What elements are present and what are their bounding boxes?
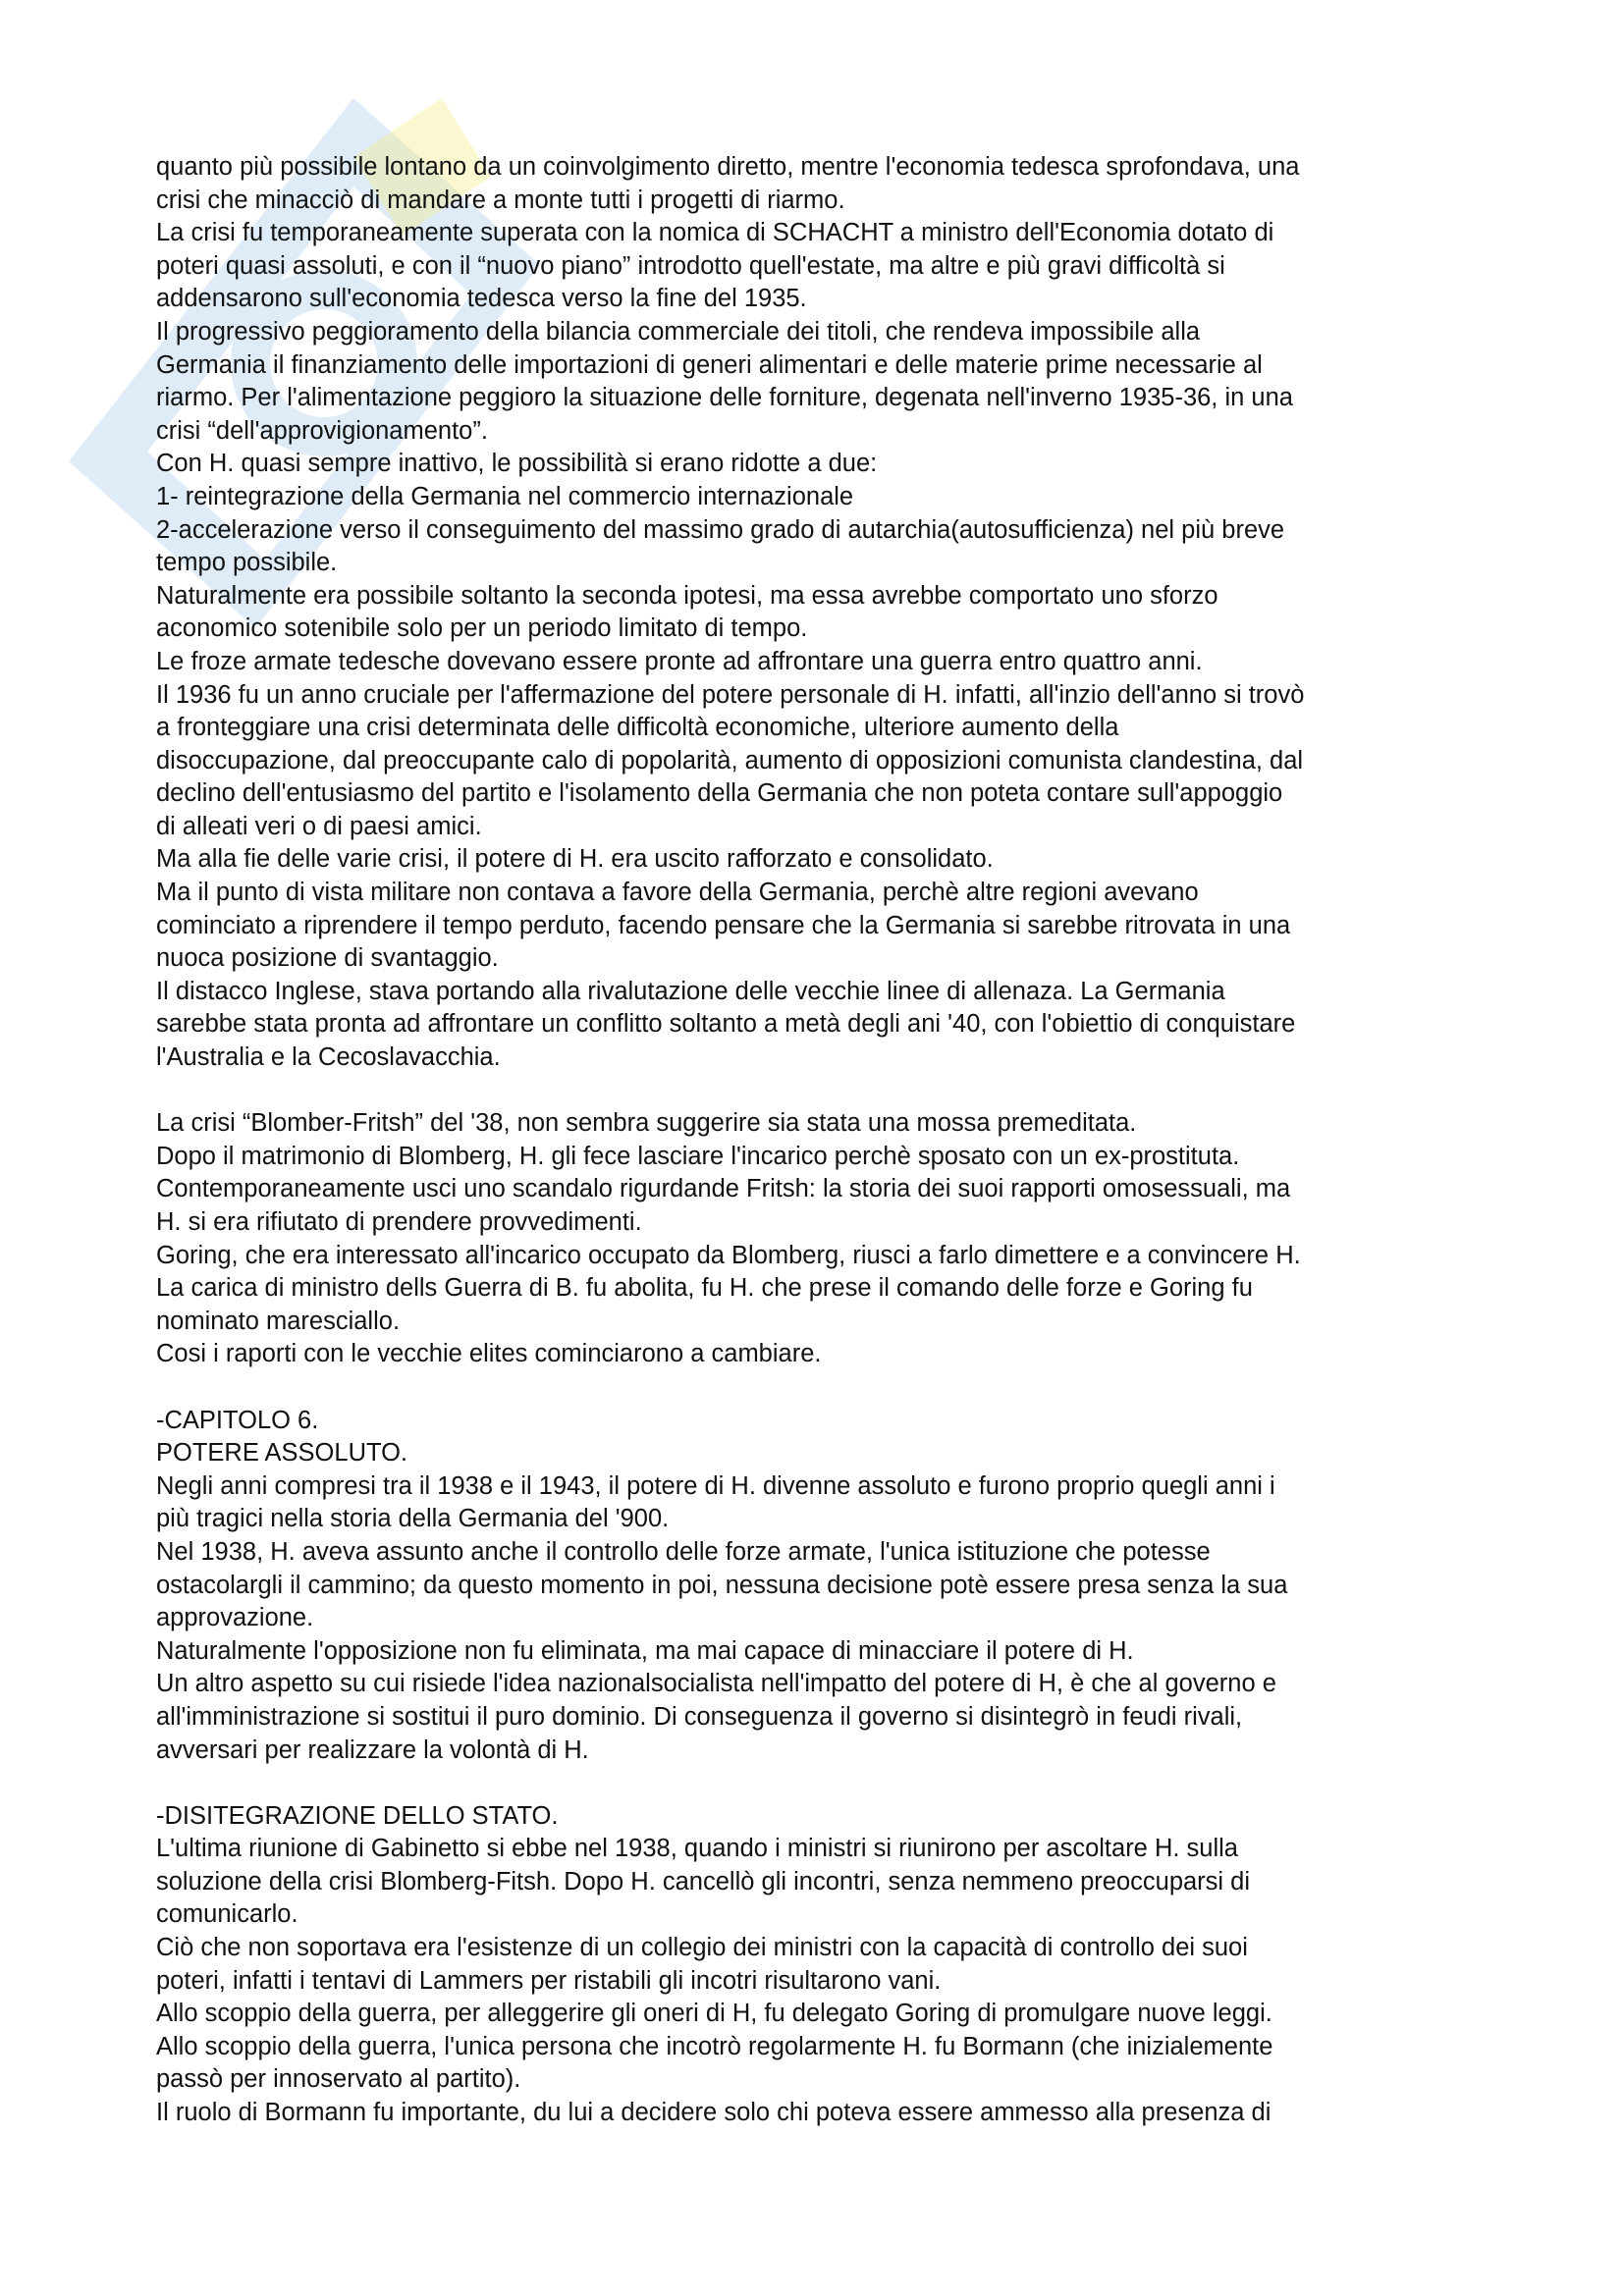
text-line: Cosi i raporti con le vecchie elites cominciarono a cambiare. (156, 1340, 822, 1368)
text-line: Il ruolo di Bormann fu importante, du lui a decidere solo chi poteva essere ammesso alla presenza di (156, 2099, 1271, 2127)
document-page (156, 151, 1491, 2130)
text-line: Il distacco Inglese, stava portando alla rivalutazione delle vecchie linee di allenaza. La Germania (156, 977, 1225, 1005)
text-line: Germania il finanziamento delle importazioni di generi alimentari e delle materie prime necessarie al (156, 350, 1263, 379)
text-line: sarebbe stata pronta ad affrontare un conflitto soltanto a metà degli ani '40, con l'obiettio di conquistare (156, 1010, 1296, 1039)
text-line: Un altro aspetto su cui risiede l'idea nazionalsocialista nell'impatto del potere di H, è che al governo e (156, 1670, 1276, 1698)
text-line: aconomico sotenibile solo per un periodo limitato di tempo. (156, 614, 808, 643)
text-line: poteri quasi assoluti, e con il “nuovo piano” introdotto quell'estate, ma altre e più gravi difficoltà si (156, 251, 1225, 280)
text-line: comunicarlo. (156, 1900, 298, 1929)
text-line: avversari per realizzare la volontà di H. (156, 1735, 589, 1764)
text-line: tempo possibile. (156, 549, 338, 577)
blank-line (156, 1371, 1491, 1405)
text-line: più tragici nella storia della Germania del '900. (156, 1505, 670, 1533)
text-line: Ciò che non soportava era l'esistenze di un collegio dei ministri con la capacità di controllo dei suoi (156, 1934, 1248, 1962)
text-line: cominciato a riprendere il tempo perduto, facendo pensare che la Germania si sarebbe ritrovata in una (156, 911, 1291, 939)
paragraph-block (156, 1405, 1491, 1768)
text-line: Naturalmente era possibile soltanto la seconda ipotesi, ma essa avrebbe comportato uno sforzo (156, 581, 1218, 610)
text-line: Nel 1938, H. aveva assunto anche il controllo delle forze armate, l'unica istituzione che potesse (156, 1537, 1211, 1566)
text-line: 2-accelerazione verso il conseguimento del massimo grado di autarchia(autosufficienza) nel più breve (156, 515, 1285, 544)
text-line: Naturalmente l'opposizione non fu eliminata, ma mai capace di minacciare il potere di H. (156, 1636, 1134, 1665)
text-line: -DISITEGRAZIONE DELLO STATO. (156, 1801, 559, 1830)
text-line: addensarono sull'economia tedesca verso la fine del 1935. (156, 285, 807, 313)
text-line: l'Australia e la Cecoslavacchia. (156, 1043, 501, 1072)
text-line: Le froze armate tedesche dovevano essere pronte ad affrontare una guerra entro quattro anni. (156, 647, 1203, 675)
paragraph-block (156, 151, 1491, 1075)
text-line: quanto più possibile lontano da un coinvolgimento diretto, mentre l'economia tedesca sprofondava, una (156, 153, 1300, 181)
paragraph-block (156, 1800, 1491, 2130)
text-line: L'ultima riunione di Gabinetto si ebbe nel 1938, quando i ministri si riunirono per ascoltare H. sulla (156, 1835, 1238, 1863)
text-line: a fronteggiare una crisi determinata delle difficoltà economiche, ulteriore aumento della (156, 714, 1119, 742)
text-line: Contemporaneamente usci uno scandalo rigurdande Fritsh: la storia dei suoi rapporti omosessuali, ma (156, 1175, 1291, 1203)
text-line: crisi che minacciò di mandare a monte tutti i progetti di riarmo. (156, 186, 845, 214)
text-line: -CAPITOLO 6. (156, 1406, 319, 1434)
text-line: Ma alla fie delle varie crisi, il potere di H. era uscito rafforzato e consolidato. (156, 845, 994, 874)
text-line: POTERE ASSOLUTO. (156, 1439, 408, 1468)
text-line: La crisi fu temporaneamente superata con la nomica di SCHACHT a ministro dell'Economia dotato di (156, 219, 1274, 247)
text-line: La crisi “Blomber-Fritsh” del '38, non sembra suggerire sia stata una mossa premeditata. (156, 1109, 1137, 1138)
paragraph-block (156, 1107, 1491, 1371)
text-line: approvazione. (156, 1604, 314, 1632)
text-line: nominato maresciallo. (156, 1307, 401, 1335)
text-line: Goring, che era interessato all'incarico occupato da Blomberg, riusci a farlo dimettere e a convincere H. (156, 1241, 1301, 1269)
text-line: declino dell'entusiasmo del partito e l'isolamento della Germania che non poteta contare sull'appoggio (156, 779, 1283, 808)
text-line: Il 1936 fu un anno cruciale per l'affermazione del potere personale di H. infatti, all'inzio dell'anno si trovò (156, 680, 1305, 709)
text-line: all'imministrazione si sostitui il puro dominio. Di conseguenza il governo si disintegrò in feudi rivali, (156, 1702, 1243, 1731)
text-line: soluzione della crisi Blomberg-Fitsh. Dopo H. cancellò gli incontri, senza nemmeno preoccuparsi di (156, 1867, 1251, 1896)
text-line: Allo scoppio della guerra, l'unica persona che incotrò regolarmente H. fu Bormann (che inizialemente (156, 2032, 1273, 2060)
blank-line (156, 1767, 1491, 1800)
text-line: 1- reintegrazione della Germania nel commercio internazionale (156, 482, 854, 510)
text-line: Allo scoppio della guerra, per alleggerire gli oneri di H, fu delegato Goring di promulgare nuove leggi. (156, 2000, 1272, 2028)
text-line: Negli anni compresi tra il 1938 e il 1943, il potere di H. divenne assoluto e furono proprio quegli anni i (156, 1471, 1275, 1500)
text-line: passò per innoservato al partito). (156, 2065, 521, 2094)
text-line: ostacolargli il cammino; da questo momento in poi, nessuna decisione potè essere presa senza la sua (156, 1571, 1288, 1599)
text-line: La carica di ministro dells Guerra di B. fu abolita, fu H. che prese il comando delle forze e Goring fu (156, 1274, 1253, 1303)
text-line: H. si era rifiutato di prendere provvedimenti. (156, 1208, 642, 1236)
text-line: disoccupazione, dal preoccupante calo di popolarità, aumento di opposizioni comunista clandestina, dal (156, 746, 1304, 774)
text-line: riarmo. Per l'alimentazione peggioro la situazione delle forniture, degenata nell'inverno 1935-36, in una (156, 384, 1293, 412)
text-line: Con H. quasi sempre inattivo, le possibilità si erano ridotte a due: (156, 450, 878, 478)
text-line: Dopo il matrimonio di Blomberg, H. gli fece lasciare l'incarico perchè sposato con un ex-prostituta. (156, 1142, 1240, 1170)
text-line: Ma il punto di vista militare non contava a favore della Germania, perchè altre regioni avevano (156, 879, 1199, 907)
text-line: di alleati veri o di paesi amici. (156, 812, 482, 840)
text-line: poteri, infatti i tentavi di Lammers per ristabili gli incotri risultarono vani. (156, 1966, 942, 1995)
text-line: Il progressivo peggioramento della bilancia commerciale dei titoli, che rendeva impossibile alla (156, 317, 1201, 346)
blank-line (156, 1075, 1491, 1108)
text-line: nuoca posizione di svantaggio. (156, 944, 499, 973)
text-line: crisi “dell'approvigionamento”. (156, 416, 488, 445)
